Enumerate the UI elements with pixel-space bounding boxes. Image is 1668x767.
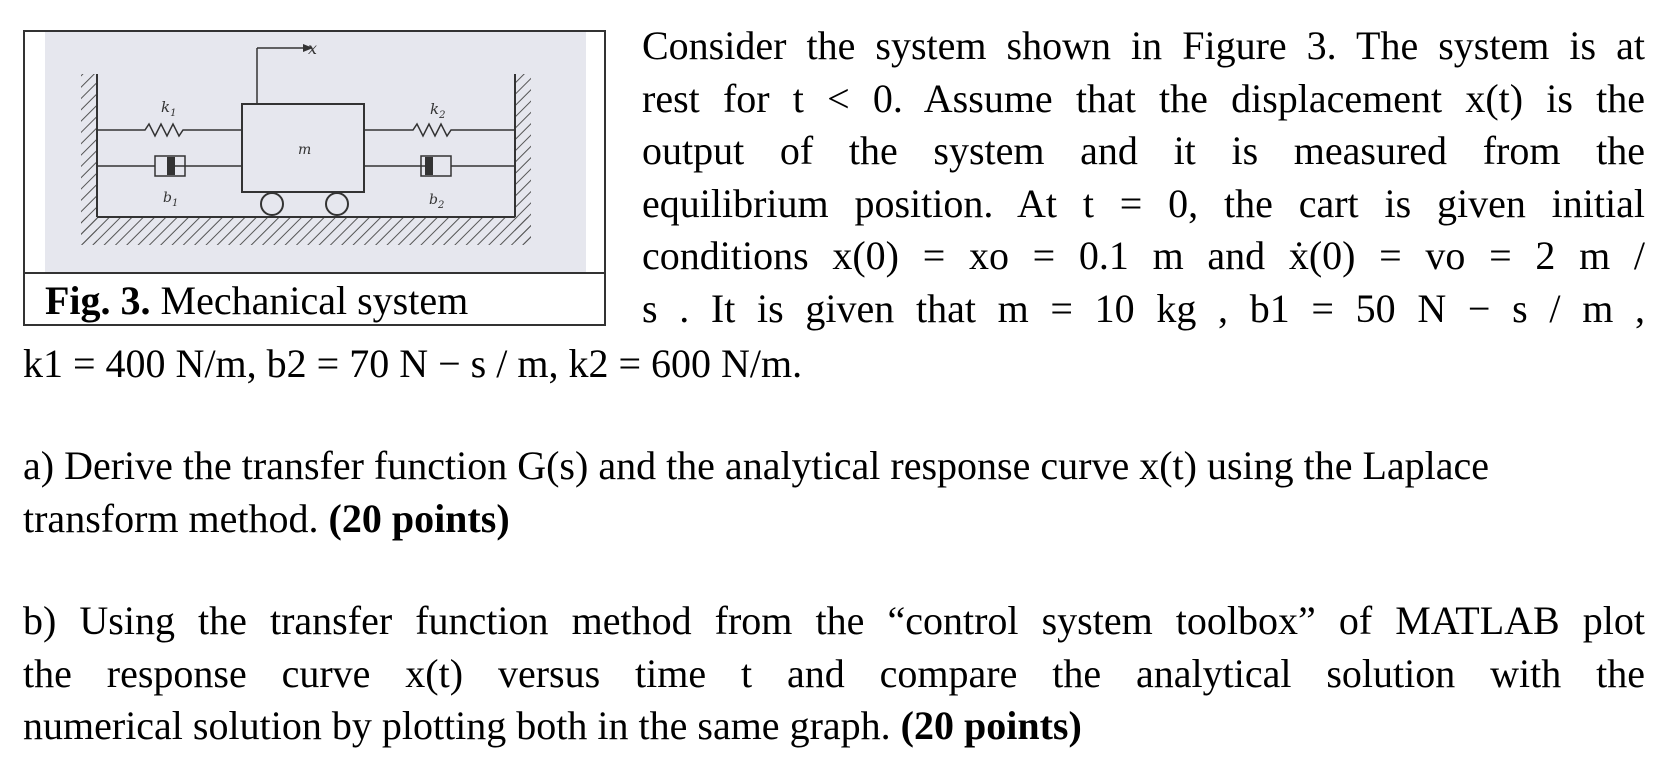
intro-line-2: rest for t < 0. Assume that the displacement x(t) is the [642,75,1645,121]
wheel-right [326,193,348,215]
part-b-line-3 [23,700,1645,753]
label-b1: $b_1$ [163,190,179,209]
wheel-left [261,193,283,215]
spring-k2 [364,124,515,136]
parameters-line: k1 = 400 N/m, b2 = 70 N − s / m, k2 = 600 N/m. [23,341,803,386]
caption-label: Fig. 3. [45,278,151,323]
caption-divider [25,272,604,274]
figure-box [23,30,606,326]
label-k1: $k_1$ [161,98,177,119]
spring-k1 [97,124,242,136]
damper-b2-plunger [425,157,433,175]
damper-b1 [97,156,242,176]
label-b2: $b_2$ [429,192,445,211]
intro-line-4: equilibrium position. At t = 0, the cart is given initial [642,180,1645,226]
intro-line-3: output of the system and it is measured from the [642,128,1645,173]
label-x: x [308,39,318,58]
label-k2: $k_2$ [430,100,446,121]
intro-line-6: s . It is given that m = 10 kg , b1 = 50 N − s / m , [642,285,1645,331]
intro-line-5: conditions x(0) = xo = 0.1 m and ẋ(0) = vo = 2 m / [642,233,1645,278]
figure-caption [45,277,468,325]
ground [81,217,531,245]
part-a-points: (20 points) [328,495,510,541]
label-m: m [298,142,312,158]
part-b-line-1: b) Using the transfer function method from the “control system toolbox” of MATLAB plot [23,598,1645,643]
damper-b2 [364,156,515,176]
part-b-points: (20 points) [900,703,1082,748]
part-b-line-2: the response curve x(t) versus time t and compare the analytical solution with the [23,650,1645,696]
part-a-text: a) Derive the transfer function G(s) and the analytical response curve x(t) using the Laplace transform method. [23,443,1490,541]
part-b-line-3-text: numerical solution by plotting both in the same graph. [23,703,891,748]
mechanical-system-diagram [45,32,586,272]
problem-intro [642,20,1645,335]
part-a [23,440,1645,545]
intro-line-1: Consider the system shown in Figure 3. The system is at [642,23,1645,68]
caption-text: Mechanical system [150,278,469,323]
part-b [23,595,1645,753]
